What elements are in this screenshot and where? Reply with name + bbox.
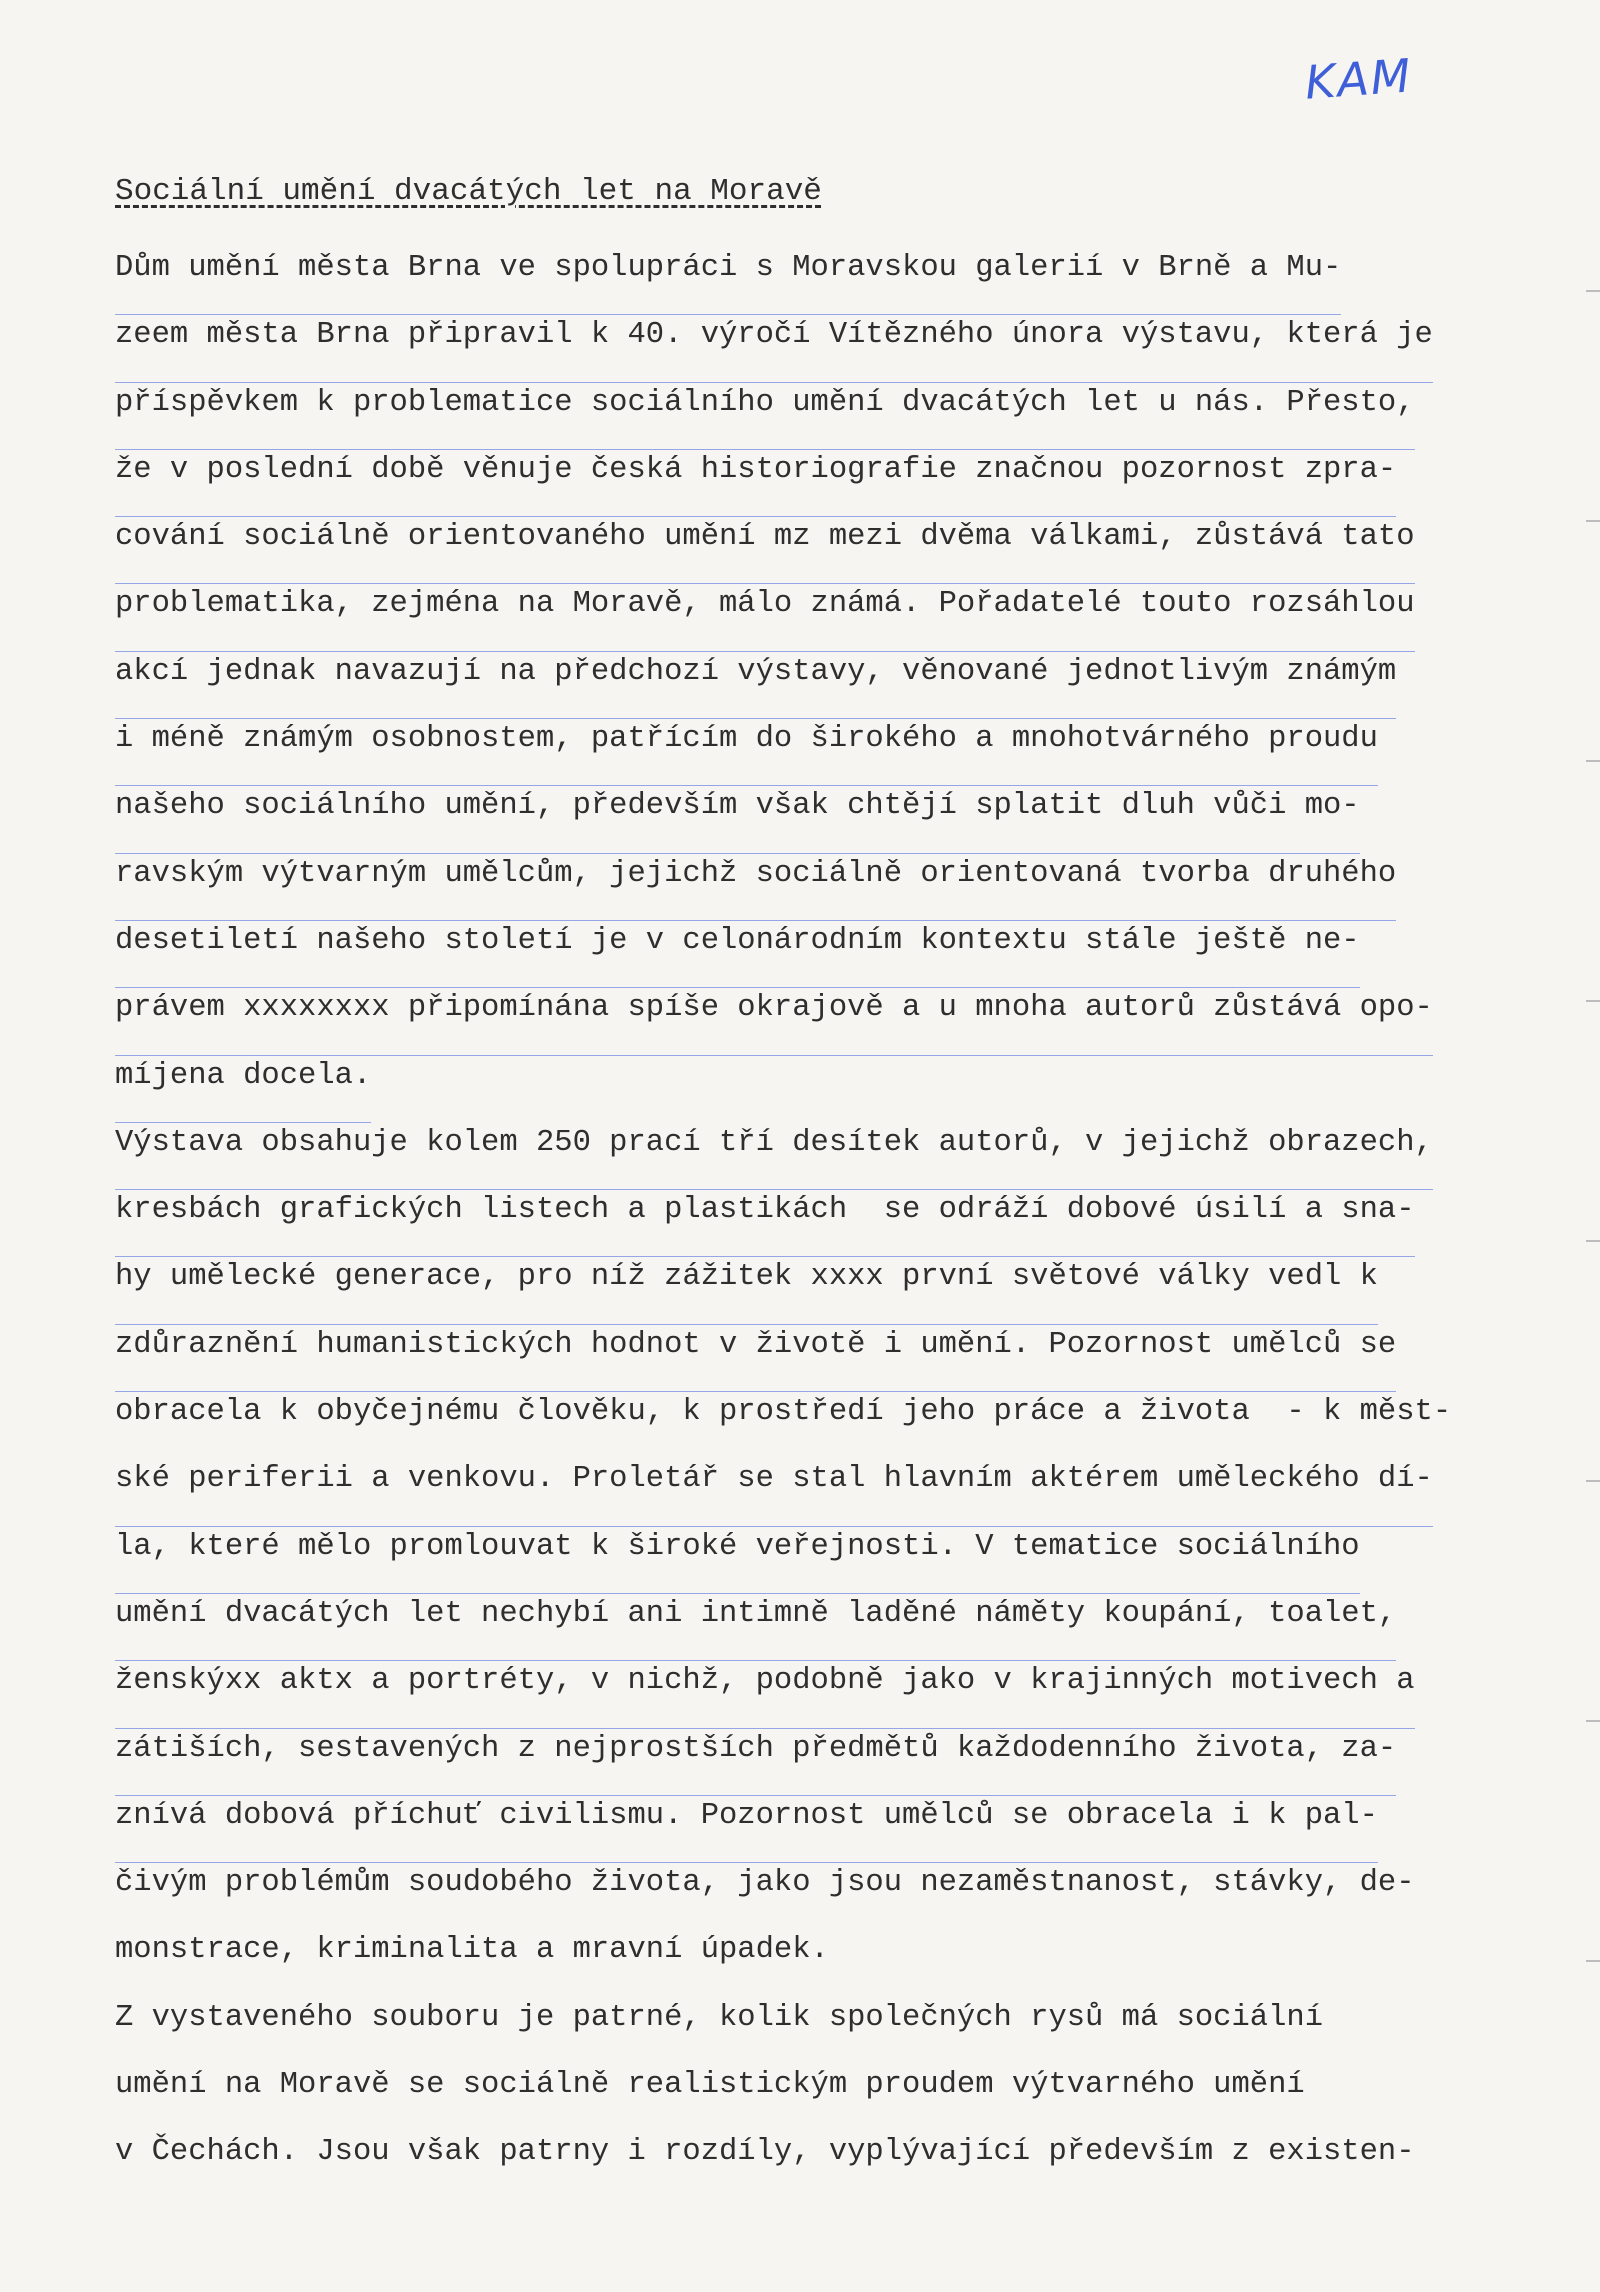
text-line: kresbách grafických listech a plastikách se odráží dobové úsilí a sna- [115, 1190, 1415, 1257]
text-line: ženskýxx aktx a portréty, v nichž, podobně jako v krajinných motivech a [115, 1661, 1415, 1728]
text-line: právem xxxxxxxx připomínána spíše okrajově a u mnoha autorů zůstává opo- [115, 988, 1433, 1055]
text-line: míjena docela. [115, 1056, 371, 1123]
handwritten-annotation: KAM [1302, 48, 1414, 110]
text-line: monstrace, kriminalita a mravní úpadek. [115, 1933, 829, 1968]
text-line: zátiších, sestavených z nejprostších předmětů každodenního života, za- [115, 1729, 1396, 1796]
text-line: hy umělecké generace, pro níž zážitek xxxx první světové války vedl k [115, 1257, 1378, 1324]
document-title: Sociální umění dvacátých let na Moravě [115, 174, 822, 209]
margin-tick [1586, 1000, 1600, 1002]
text-line: znívá dobová příchuť civilismu. Pozornost umělců se obracela i k pal- [115, 1796, 1378, 1863]
text-line: že v poslední době věnuje česká historiografie značnou pozornost zpra- [115, 450, 1396, 517]
text-line: Dům umění města Brna ve spolupráci s Moravskou galerií v Brně a Mu- [115, 248, 1341, 315]
text-line: ravským výtvarným umělcům, jejichž sociálně orientovaná tvorba druhého [115, 854, 1396, 921]
text-line: problematika, zejména na Moravě, málo známá. Pořadatelé touto rozsáhlou [115, 584, 1415, 651]
text-line: příspěvkem k problematice sociálního umění dvacátých let u nás. Přesto, [115, 383, 1415, 450]
margin-tick [1586, 1480, 1600, 1482]
text-line: i méně známým osobnostem, patřícím do širokého a mnohotvárného proudu [115, 719, 1378, 786]
margin-tick [1586, 1960, 1600, 1962]
text-line: la, které mělo promlouvat k široké veřejnosti. V tematice sociálního [115, 1527, 1360, 1594]
text-line: umění na Moravě se sociálně realistickým proudem výtvarného umění [115, 2068, 1305, 2103]
text-line: obracela k obyčejnému člověku, k prostředí jeho práce a života - k měst- [115, 1395, 1452, 1430]
text-line: v Čechách. Jsou však patrny i rozdíly, vyplývající především z existen- [115, 2135, 1415, 2170]
text-line: umění dvacátých let nechybí ani intimně laděné náměty koupání, toalet, [115, 1594, 1396, 1661]
text-line: akcí jednak navazují na předchozí výstavy, věnované jednotlivým známým [115, 652, 1396, 719]
text-line: našeho sociálního umění, především však chtějí splatit dluh vůči mo- [115, 786, 1360, 853]
margin-tick [1586, 520, 1600, 522]
text-line: zdůraznění humanistických hodnot v životě i umění. Pozornost umělců se [115, 1325, 1396, 1392]
text-line: cování sociálně orientovaného umění mz mezi dvěma válkami, zůstává tato [115, 517, 1415, 584]
margin-tick [1586, 290, 1600, 292]
margin-tick [1586, 1720, 1600, 1722]
text-line: Z vystaveného souboru je patrné, kolik společných rysů má sociální [115, 2000, 1323, 2035]
margin-tick [1586, 1240, 1600, 1242]
margin-tick [1586, 760, 1600, 762]
text-line: desetiletí našeho století je v celonárodním kontextu stále ještě ne- [115, 921, 1360, 988]
text-line: ské periferii a venkovu. Proletář se stal hlavním aktérem uměleckého dí- [115, 1459, 1433, 1526]
body-text [115, 248, 1575, 2200]
text-line: zeem města Brna připravil k 40. výročí Vítězného února výstavu, která je [115, 315, 1433, 382]
text-line: čivým problémům soudobého života, jako jsou nezaměstnanost, stávky, de- [115, 1866, 1415, 1901]
text-line: Výstava obsahuje kolem 250 prací tří desítek autorů, v jejichž obrazech, [115, 1123, 1433, 1190]
